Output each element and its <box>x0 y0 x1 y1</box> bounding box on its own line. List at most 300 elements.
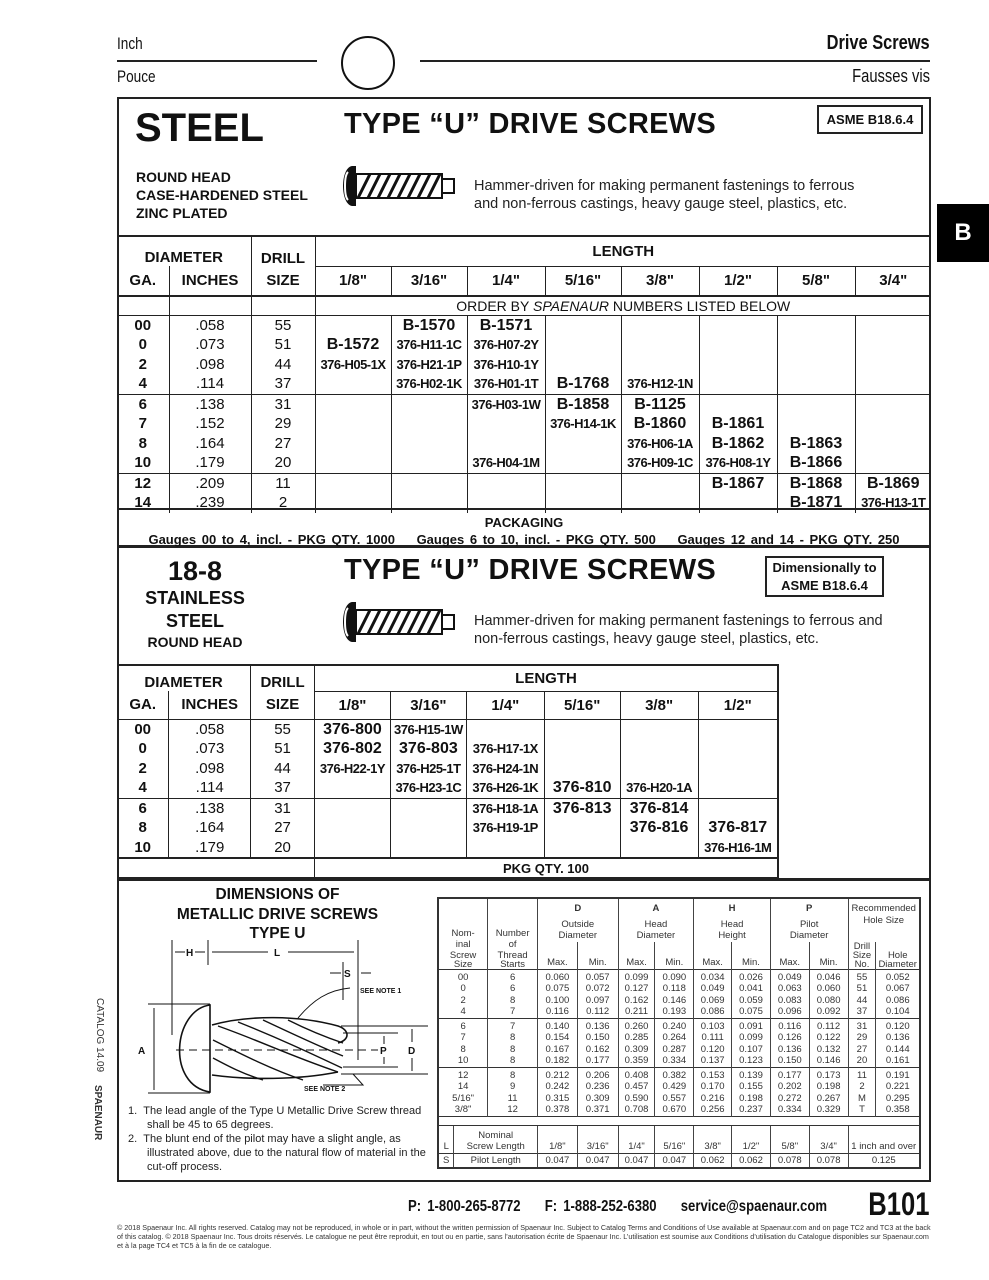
part-number <box>392 414 467 434</box>
packaging-title: PACKAGING <box>484 515 564 530</box>
part-number <box>316 474 391 494</box>
header-line: Starts <box>500 958 525 970</box>
part-number <box>700 355 777 375</box>
header-line: Drill <box>853 940 871 952</box>
dimension-cell <box>655 1067 694 1116</box>
part-number[interactable]: 376-H03-1W <box>471 396 541 412</box>
dimension-value: 14 <box>457 1081 469 1092</box>
gauge-cell-value: 10 <box>134 838 151 856</box>
part-number <box>316 395 391 415</box>
part-number[interactable]: 376-H15-1W <box>394 721 463 737</box>
material-label-2: STEEL <box>165 611 224 631</box>
part-number[interactable]: 376-H22-1Y <box>319 760 385 776</box>
dimension-value: 0.116 <box>778 1020 802 1032</box>
part-number[interactable]: 376-813 <box>552 799 612 817</box>
dimension-value: 0.177 <box>585 1055 610 1066</box>
header-rule-left <box>117 60 317 62</box>
dimension-value: 0.034 <box>700 971 725 983</box>
stainless-material-block <box>120 556 270 652</box>
part-number[interactable]: B-1858 <box>556 395 610 413</box>
part-number <box>316 434 391 454</box>
part-number <box>856 395 932 415</box>
length-header: 1 inch and over <box>848 1125 920 1153</box>
dimension-value: 0.136 <box>777 1043 802 1055</box>
part-number <box>856 374 932 394</box>
dimension-value: 0.371 <box>585 1104 610 1115</box>
dimension-value: 2 <box>460 994 466 1006</box>
part-number[interactable]: B-1125 <box>634 395 686 413</box>
inches-cell-value: .179 <box>195 454 225 471</box>
dimension-value: 9 <box>509 1081 516 1092</box>
part-number <box>622 335 699 355</box>
property-head: ROUND HEAD <box>136 169 231 185</box>
header-line: No. <box>854 958 870 970</box>
part-number-cell <box>315 394 391 473</box>
header-line: Nom- <box>451 927 475 939</box>
dimension-cell <box>577 969 618 1018</box>
ga-header: GA. <box>129 272 157 289</box>
part-number <box>856 316 932 336</box>
dimension-cell <box>618 1018 655 1067</box>
part-number[interactable]: 376-H07-2Y <box>473 337 539 352</box>
property-material: CASE-HARDENED STEEL <box>136 187 308 203</box>
part-number-cell <box>390 798 466 858</box>
outside-diameter-label <box>538 915 619 942</box>
dimension-value: 0.100 <box>545 994 570 1006</box>
recommended-hole-header <box>848 898 920 942</box>
drill-cell-value: 29 <box>274 415 292 432</box>
header-line: Diameter <box>636 930 676 941</box>
dimension-value: 0.315 <box>545 1092 570 1104</box>
min-header: Min. <box>655 942 694 970</box>
dimension-value: 29 <box>856 1032 868 1043</box>
part-number[interactable]: 376-H19-1P <box>472 820 538 835</box>
dimension-value: 11 <box>507 1092 518 1104</box>
label-d: D <box>408 1046 416 1057</box>
dimension-cell <box>618 1067 655 1116</box>
gauge-cell-value: 6 <box>138 395 147 413</box>
dimension-value: 0.120 <box>700 1043 725 1055</box>
part-number[interactable]: B-1768 <box>556 375 610 392</box>
dimension-value: 0.242 <box>545 1081 570 1092</box>
part-number <box>546 316 621 336</box>
dimension-value: 0.590 <box>624 1092 649 1104</box>
dimension-value: 0.146 <box>816 1055 841 1066</box>
drill-label: DRILL <box>260 673 305 691</box>
legal-notice: © 2018 Spaenaur Inc. All rights reserved. Catalog may not be reproduced, in whole or in part, without the written permission of Spaenaur Inc. Subject to Catalog Terms and Conditions of Use available at Spaenaur.com and on page TC2 and TC3 at the back of this catalog. © 2018 Spaenaur Inc. Tous droits réservés. Le catalogue ne peut être reproduit, en tout ou en partie, sans l’autorisation écrite de Spaenaur Inc. L’utilisation est soumise aux Conditions d’utilisation du Catalogue disponibles sur Spaenaur.com et à la page TC4 et TC5 à la fin de ce catalogue. <box>117 1223 931 1251</box>
part-number[interactable]: 376-H12-1N <box>627 376 693 391</box>
dimension-value: 0.120 <box>885 1020 910 1032</box>
part-number[interactable]: 376-810 <box>552 779 612 796</box>
part-number[interactable]: 376-H23-1C <box>395 780 462 795</box>
dimension-value: 0.086 <box>885 994 910 1006</box>
standard-badge-stainless <box>765 556 884 597</box>
dimension-value: 3/8" <box>454 1104 472 1115</box>
product-title: TYPE “U” DRIVE SCREWS <box>344 108 717 140</box>
s-label: S <box>438 1153 454 1168</box>
part-number[interactable]: 376-H14-1K <box>550 416 616 431</box>
dimension-value: 0.099 <box>624 971 649 983</box>
dimension-value: 0.221 <box>885 1081 910 1092</box>
dimension-value: 0.212 <box>545 1069 570 1081</box>
inches-cell <box>169 315 251 394</box>
dimension-value: 0.198 <box>816 1081 841 1092</box>
header-line: Screw Length <box>466 1141 525 1152</box>
catalog-version: CATALOG 14.09 <box>94 998 105 1073</box>
dimension-value: 0.046 <box>816 971 841 983</box>
dimension-cell <box>438 1018 488 1067</box>
pilot-length-value: 0.078 <box>809 1153 848 1168</box>
grade-label: 18-8 <box>167 556 223 586</box>
pilot-length-value: 0.047 <box>538 1153 578 1168</box>
part-number <box>699 778 777 798</box>
inches-cell-value: .073 <box>195 740 225 757</box>
dimension-value: 0.103 <box>700 1020 725 1032</box>
length-col-3-8: 3/8" <box>621 266 699 296</box>
drill-size-header <box>251 236 315 296</box>
dimension-value: 0.408 <box>624 1069 649 1081</box>
part-number-cell <box>855 394 931 473</box>
title-line: TYPE U <box>249 925 306 942</box>
dimension-value: 0.059 <box>739 994 763 1006</box>
part-number[interactable]: 376-H04-1M <box>472 455 540 470</box>
drill-cell-value: 27 <box>274 434 292 452</box>
part-number <box>699 720 777 740</box>
dimension-value: 0.155 <box>739 1081 763 1092</box>
dimension-value: 0.122 <box>816 1032 841 1043</box>
part-number <box>621 759 698 779</box>
dimension-value: 0.260 <box>624 1020 649 1032</box>
dimension-value: 0.091 <box>739 1020 763 1032</box>
part-number[interactable]: B-1863 <box>789 434 843 452</box>
max-header: Max. <box>770 942 809 970</box>
part-number[interactable]: 376-H21-1P <box>396 356 462 372</box>
header-line: inal <box>455 939 471 950</box>
gauge-cell-value: 2 <box>138 759 147 777</box>
part-number <box>856 355 932 375</box>
dimension-value: 0.041 <box>739 983 763 994</box>
part-number <box>316 374 391 394</box>
dimension-cell <box>577 1067 618 1116</box>
part-number-cell <box>777 394 855 473</box>
part-number[interactable]: 376-802 <box>323 740 382 757</box>
gauge-cell <box>117 473 169 513</box>
part-number <box>699 739 777 759</box>
inches-cell-value: .138 <box>195 799 225 817</box>
dimension-value: 8 <box>509 1032 516 1043</box>
part-number <box>468 474 545 494</box>
part-number <box>546 434 621 454</box>
part-number <box>856 414 932 434</box>
dimension-cell <box>876 1067 920 1116</box>
pilot-length-value: 0.078 <box>770 1153 809 1168</box>
section-tab-b[interactable] <box>937 204 989 262</box>
part-number[interactable]: 376-H24-1N <box>472 760 539 776</box>
dimension-value: 5/16" <box>452 1092 475 1104</box>
dimension-value: 0.216 <box>700 1092 725 1104</box>
part-number[interactable]: 376-H26-1K <box>472 780 539 795</box>
header-line: Recommended <box>851 903 916 914</box>
part-number[interactable]: 376-H25-1T <box>396 760 461 776</box>
steel-parts-table <box>117 235 931 513</box>
gauge-cell <box>117 798 169 858</box>
min-header: Min. <box>732 942 771 970</box>
drill-cell-value: 31 <box>274 395 292 413</box>
dimension-value: 0.080 <box>816 994 841 1006</box>
part-number[interactable]: B-1570 <box>402 316 456 334</box>
part-number <box>545 720 620 740</box>
part-number <box>392 395 467 415</box>
dimension-value: 8 <box>509 1055 516 1066</box>
dimension-value: 37 <box>856 1006 868 1017</box>
drill-cell-value: 37 <box>274 779 291 796</box>
order-note <box>315 296 931 315</box>
drill-cell-value: 51 <box>274 336 292 353</box>
drill-cell <box>251 315 315 394</box>
part-number-cell <box>699 473 777 513</box>
length-col-1-8: 1/8" <box>314 691 390 719</box>
length-col-5-16: 5/16" <box>544 691 620 719</box>
part-number[interactable]: 376-H17-1X <box>472 741 538 756</box>
part-number[interactable]: B-1572 <box>326 336 380 353</box>
drill-cell-value: 44 <box>274 355 292 373</box>
dimension-cell <box>809 1067 848 1116</box>
email-link[interactable]: service@spaenaur.com <box>680 1198 828 1215</box>
brand-logo: SPAENAUR <box>92 1085 103 1141</box>
dimension-value: 10 <box>457 1055 469 1066</box>
dimension-value: 12 <box>457 1069 469 1081</box>
dimension-value: 0.049 <box>700 983 725 994</box>
dimension-value: 0.334 <box>777 1104 802 1115</box>
dimension-cell <box>438 969 488 1018</box>
part-number[interactable]: 376-H10-1Y <box>473 356 539 372</box>
dimension-value: 8 <box>509 994 516 1006</box>
pilot-length-value: 0.047 <box>618 1153 655 1168</box>
part-number[interactable]: 376-816 <box>629 819 689 836</box>
dimension-value: 2 <box>859 1081 865 1092</box>
part-number[interactable]: 376-814 <box>629 799 689 817</box>
dimension-notes <box>128 1104 428 1174</box>
drill-cell-value: 51 <box>274 740 291 757</box>
part-number[interactable]: 376-H11-1C <box>396 337 462 352</box>
dimension-value: 0.161 <box>885 1055 910 1066</box>
inches-header: INCHES <box>169 691 251 719</box>
part-number-cell <box>698 719 778 798</box>
dimension-value: 0.111 <box>701 1032 724 1043</box>
dimension-value: 0.057 <box>585 971 610 983</box>
part-number[interactable]: 376-H09-1C <box>627 455 693 470</box>
dimension-value: 4 <box>460 1006 466 1017</box>
dimension-value: 55 <box>856 971 868 983</box>
dimension-cell <box>848 1018 876 1067</box>
screw-dimension-diagram <box>128 940 428 1102</box>
dimension-value: 0.206 <box>585 1069 610 1081</box>
part-number <box>316 414 391 434</box>
part-number[interactable]: B-1868 <box>789 474 843 492</box>
description-line: Hammer-driven for making permanent fastenings to ferrous <box>474 178 855 194</box>
part-number[interactable]: 376-H08-1Y <box>705 455 771 470</box>
dimension-value: 0.097 <box>585 994 610 1006</box>
dimension-value: 0.126 <box>777 1032 802 1043</box>
part-number <box>778 316 855 336</box>
size-label: SIZE <box>266 272 300 289</box>
max-header: Max. <box>694 942 732 970</box>
part-number-cell <box>621 473 699 513</box>
part-number[interactable]: B-1869 <box>867 474 920 492</box>
part-number[interactable]: 376-H18-1A <box>472 800 539 816</box>
part-number-cell <box>699 315 777 394</box>
dimension-value: 0.086 <box>700 1006 725 1017</box>
part-number[interactable]: 376-H05-1X <box>320 356 386 372</box>
gauge-cell-value: 4 <box>138 779 147 796</box>
dimension-cell <box>488 1018 538 1067</box>
part-number[interactable]: 376-800 <box>323 720 382 738</box>
part-number-cell <box>391 394 467 473</box>
dimension-value: 0.127 <box>624 983 649 994</box>
dimension-value: 0.170 <box>700 1081 725 1092</box>
dimension-value: 0.067 <box>885 983 910 994</box>
part-number <box>856 453 932 473</box>
part-number <box>778 335 855 355</box>
gauge-cell-value: 8 <box>138 819 147 836</box>
drill-cell-value: 20 <box>274 838 291 856</box>
part-number <box>545 739 620 759</box>
part-number-cell <box>314 719 390 798</box>
length-header: 5/16" <box>655 1125 694 1153</box>
note-item: 1. The lead angle of the Type U Metallic Drive Screw thread shall be 45 to 65 degrees. <box>128 1105 422 1131</box>
page-title: Drive Screws <box>826 32 930 54</box>
header-line: Height <box>718 930 746 941</box>
length-header: 5/8" <box>770 1125 809 1153</box>
part-number[interactable]: B-1860 <box>633 415 687 432</box>
part-number[interactable]: 376-H13-1T <box>861 495 926 510</box>
part-number-cell <box>777 473 855 513</box>
header-line: Diameter <box>878 958 917 970</box>
part-number[interactable]: B-1871 <box>789 494 843 511</box>
description-line: and non-ferrous castings, heavy gauge steel, plastics, etc. <box>474 196 848 212</box>
dimension-value: 0.154 <box>545 1032 570 1043</box>
dimension-cell <box>732 1018 771 1067</box>
pkg-qty: PKG QTY. 100 <box>314 858 778 878</box>
part-number <box>315 838 390 858</box>
drill-cell-value: 27 <box>274 819 291 836</box>
part-number[interactable]: 376-H16-1M <box>704 839 772 855</box>
dimension-cell <box>732 1067 771 1116</box>
dimension-value: 0.026 <box>739 971 763 983</box>
part-number-cell <box>620 798 698 858</box>
dimension-value: 0.359 <box>624 1055 649 1066</box>
part-number <box>546 474 621 494</box>
binder-hole-icon <box>341 36 395 90</box>
dimension-value: 0.139 <box>739 1069 763 1081</box>
dimension-value: 0.153 <box>700 1069 725 1081</box>
dimension-value: 0.150 <box>777 1055 802 1066</box>
dimension-value: 0.136 <box>885 1032 910 1043</box>
header-line: Nominal <box>478 1129 514 1141</box>
part-number[interactable]: B-1867 <box>711 474 765 492</box>
part-number-cell <box>391 473 467 513</box>
part-number <box>778 355 855 375</box>
part-number[interactable]: B-1862 <box>711 434 765 452</box>
dimension-cell <box>538 969 578 1018</box>
pilot-length-value: 0.047 <box>655 1153 694 1168</box>
dimension-value: 6 <box>460 1020 466 1032</box>
part-number[interactable]: 376-H20-1A <box>626 780 692 795</box>
dimension-cell <box>488 969 538 1018</box>
see-note-1: SEE NOTE 1 <box>360 988 402 995</box>
part-number <box>391 838 466 858</box>
dimension-value: 31 <box>856 1020 868 1032</box>
pilot-diameter-label <box>770 915 848 942</box>
label-a: A <box>138 1046 146 1057</box>
part-number[interactable]: 376-803 <box>399 740 458 757</box>
dimension-cell <box>694 1067 732 1116</box>
dimension-value: 0.329 <box>816 1104 841 1115</box>
part-number[interactable]: B-1861 <box>711 415 765 432</box>
length-header: 1/4" <box>618 1125 655 1153</box>
inches-cell <box>169 473 251 513</box>
dimension-cell <box>770 969 809 1018</box>
header-line: Head <box>720 918 744 930</box>
inches-cell-value: .098 <box>195 759 225 777</box>
drill-size-no-header <box>848 942 876 970</box>
header-line: Outside <box>561 918 595 930</box>
part-number[interactable]: B-1571 <box>479 316 533 334</box>
max-header: Max. <box>538 942 578 970</box>
length-col-5-8: 5/8" <box>777 266 855 296</box>
drill-cell-value: 20 <box>274 454 292 471</box>
dimension-value: 0.334 <box>662 1055 687 1066</box>
part-number <box>315 778 390 798</box>
dimension-value: 0.069 <box>700 994 725 1006</box>
part-number[interactable]: 376-H02-1K <box>396 376 462 391</box>
phone-link[interactable]: P: 1-800-265-8772 <box>408 1198 521 1215</box>
packaging-item: Gauges 6 to 10, incl. - PKG QTY. 500 <box>416 532 656 547</box>
header-line: Diameter <box>789 930 829 941</box>
inches-cell-value: .114 <box>195 779 224 796</box>
dimension-cell <box>809 1018 848 1067</box>
inches-cell-value: .179 <box>195 838 225 856</box>
part-number[interactable]: 376-H01-1T <box>473 376 539 391</box>
gauge-cell-value: 4 <box>138 375 147 392</box>
dimension-value: 0.198 <box>739 1092 763 1104</box>
part-number <box>315 799 390 819</box>
dimension-value: 0.075 <box>739 1006 763 1017</box>
part-number <box>700 335 777 355</box>
part-number <box>699 759 777 779</box>
dimension-value: 0.287 <box>662 1043 687 1055</box>
drill-cell-value: 31 <box>274 799 291 817</box>
part-number <box>856 434 932 454</box>
inches-cell-value: .058 <box>195 316 225 334</box>
length-header: 1/2" <box>732 1125 771 1153</box>
part-number[interactable]: 376-817 <box>708 819 768 836</box>
part-number-cell <box>698 798 778 858</box>
header-rule-right <box>420 60 930 62</box>
dimension-value: 27 <box>856 1043 868 1055</box>
drill-cell-value: 55 <box>274 316 292 334</box>
dimension-value: 6 <box>509 971 516 983</box>
gauge-cell-value: 00 <box>134 316 152 334</box>
part-number[interactable]: 376-H06-1A <box>627 435 693 451</box>
material-heading: STEEL <box>135 106 264 150</box>
title-line: METALLIC DRIVE SCREWS <box>176 905 379 923</box>
inches-cell-value: .164 <box>195 819 225 836</box>
description-line: non-ferrous castings, heavy gauge steel, plastics, etc. <box>474 631 819 647</box>
inches-cell-value: .114 <box>195 375 225 392</box>
part-number[interactable]: B-1866 <box>789 454 843 471</box>
header-line: Pilot <box>799 918 819 930</box>
